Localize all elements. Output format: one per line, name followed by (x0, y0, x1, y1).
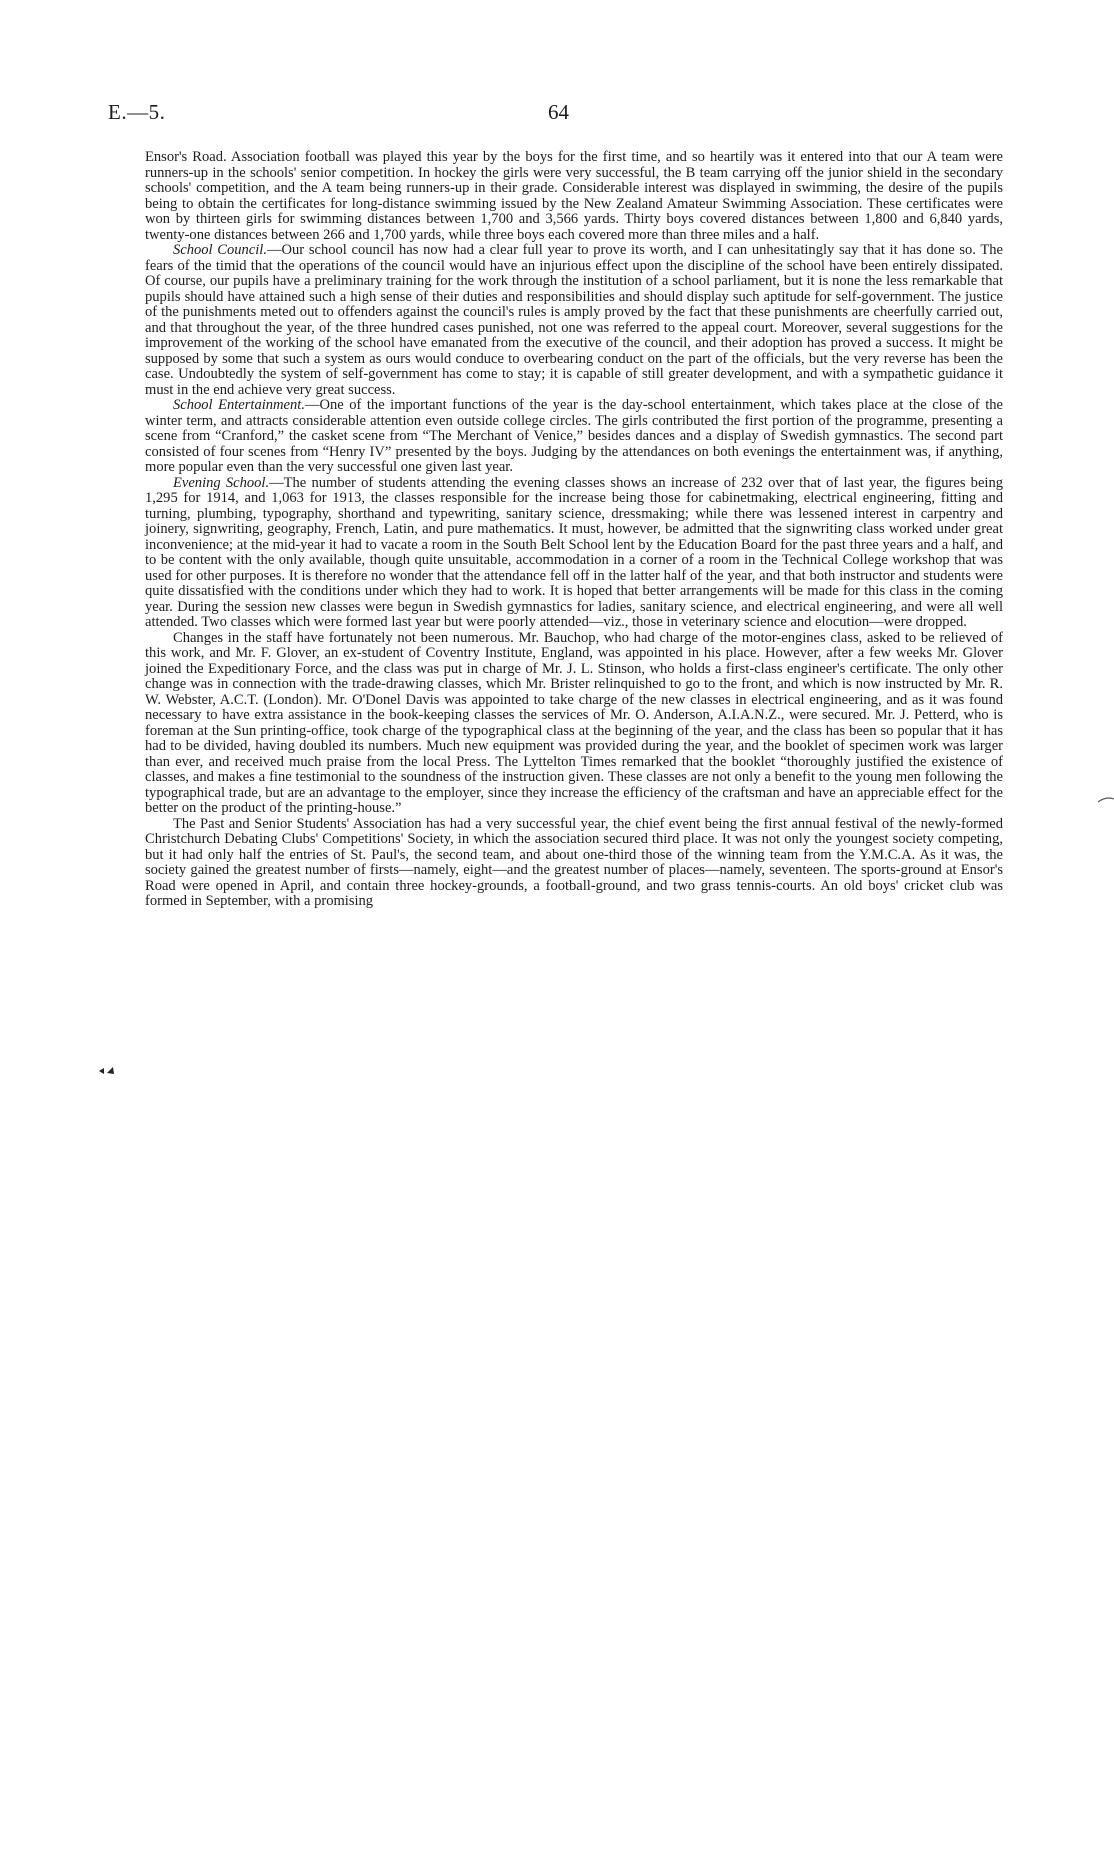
page-number: 64 (548, 100, 569, 124)
section-heading-school-entertainment: School Entertainment. (173, 397, 305, 413)
paragraph-text: The Past and Senior Students' Association has had a very successful year, the chief event being the first annual festival of the newly-formed Christchurch Debating Clubs' Competitions' Society, in which the association secured third place. It was not only the youngest society competing, but it had only half the entries of St. Paul's, the second team, and about one-third those of the winning team from the Y.M.C.A. As it was, the society gained the greatest number of firsts—namely, eight—and the greatest number of places—namely, seventeen. The sports-ground at Ensor's Road were opened in April, and contain three hockey-grounds, a football-ground, and two grass tennis-courts. An old boys' cricket club was formed in September, with a promising (145, 815, 1003, 909)
paragraph-ensors-road (145, 150, 1003, 243)
page-header (108, 100, 1004, 130)
body-text (145, 150, 1003, 910)
section-heading-school-council: School Council. (173, 242, 267, 258)
paragraph-text: Ensor's Road. Association football was played this year by the boys for the first time, and so heartily was it entered into that our A team were runners-up in the schools' senior competition. In hockey the girls were very successful, the B team carrying off the junior shield in the secondary schools' competition, and the A team being runners-up in their grade. Considerable interest was displayed in swimming, the desire of the pupils being to obtain the certificates for long-distance swimming issued by the New Zealand Amateur Swimming Association. These certificates were won by thirteen girls for swimming distances between 1,700 and 3,566 yards. Thirty boys covered distances between 1,800 and 6,840 yards, twenty-one distances between 266 and 1,700 yards, while three boys each covered more than three miles and a half. (145, 149, 1003, 243)
paragraph-text: —One of the important functions of the year is the day-school entertainment, which takes place at the close of the winter term, and attracts considerable attention even outside college circles. The girls contributed the first portion of the programme, presenting a scene from “Cranford,” the casket scene from “The Merchant of Venice,” besides dances and a display of Swedish gymnastics. The second part consisted of four scenes from “Henry IV” presented by the boys. Judging by the attendances on both evenings the entertainment was, if anything, more popular even than the very successful one given last year. (145, 397, 1003, 475)
paragraph-school-entertainment (145, 398, 1003, 476)
paragraph-text: Changes in the staff have fortunately not been numerous. Mr. Bauchop, who had charge of the motor-engines class, asked to be relieved of this work, and Mr. F. Glover, an ex-student of Coventry Institute, England, was appointed in his place. However, after a few weeks Mr. Glover joined the Expeditionary Force, and the class was put in charge of Mr. J. L. Stinson, who holds a first-class engineer's certificate. The only other change was in connection with the trade-drawing classes, which Mr. Brister relinquished to go to the front, and which is now instructed by Mr. R. W. Webster, A.C.T. (London). Mr. O'Donel Davis was appointed to take charge of the new classes in electrical engineering, and as it was found necessary to have extra assistance in the book-keeping classes the services of Mr. O. Anderson, A.I.A.N.Z., were secured. Mr. J. Petterd, who is foreman at the Sun printing-office, took charge of the typographical class at the beginning of the year, and the class has been so popular that it has had to be divided, having doubled its numbers. Much new equipment was provided during the year, and the booklet of specimen work was larger than ever, and received much praise from the local Press. The Lyttelton Times remarked that the booklet “thoroughly justified the existence of classes, and makes a fine testimonial to the soundness of the instruction given. These classes are not only a benefit to the young men following the typographical trade, but are an advantage to the employer, since they increase the efficiency of the craftsman and have an appreciable effect for the better on the product of the printing-house.” (145, 629, 1003, 816)
document-reference: E.—5. (108, 100, 166, 124)
paragraph-text: —Our school council has now had a clear full year to prove its worth, and I can unhesitatingly say that it has done so. The fears of the timid that the operations of the council would have an injurious effect upon the discipline of the school have been entirely dissipated. Of course, our pupils have a preliminary training for the work through the institution of a school parliament, but it is none the less remarkable that pupils should have attained such a high sense of their duties and responsibilities and should display such aptitude for self-government. The justice of the punishments meted out to offenders against the council's rules is amply proved by the fact that these punishments are cheerfully carried out, and that throughout the year, of the three hundred cases punished, not one was referred to the appeal court. Moreover, several suggestions for the improvement of the working of the school have emanated from the executive of the council, and their adoption has proved a success. It might be supposed by some that such a system as ours would conduce to overbearing conduct on the part of the officials, but the very reverse has been the case. Undoubtedly the system of self-government has come to stay; it is capable of still greater development, and with a sympathetic guidance it must in the end achieve very great success. (145, 242, 1003, 398)
margin-mark-icon (98, 1063, 118, 1077)
scan-edge-mark-icon (1098, 790, 1114, 810)
paragraph-staff-changes (145, 631, 1003, 817)
paragraph-evening-school (145, 476, 1003, 631)
section-heading-evening-school: Evening School. (173, 474, 270, 491)
paragraph-school-council (145, 243, 1003, 398)
paragraph-students-association (145, 817, 1003, 910)
paragraph-text: —The number of students attending the evening classes shows an increase of 232 over that of last year, the figures being 1,295 for 1914, and 1,063 for 1913, the classes responsible for the increase being those for cabinetmaking, electrical engineering, fitting and turning, plumbing, typography, shorthand and typewriting, sanitary science, dressmaking; while there was lessened interest in carpentry and joinery, signwriting, geography, French, Latin, and pure mathematics. It must, however, be admitted that the signwriting class worked under great inconvenience; at the mid-year it had to vacate a room in the South Belt School lent by the Education Board for the past three years and a half, and to be content with the only available, though quite unsuitable, accommodation in a corner of a room in the Technical College workshop that was used for other purposes. It is therefore no wonder that the attendance fell off in the latter half of the year, and that both instructor and students were quite dissatisfied with the conditions under which they had to work. It is hoped that better arrangements will be made for this class in the coming year. During the session new classes were begun in Swedish gymnastics for ladies, sanitary science, and electrical engineering, and were all well attended. Two classes which were formed last year but were poorly attended—viz., those in veterinary science and elocution—were dropped. (145, 474, 1004, 630)
